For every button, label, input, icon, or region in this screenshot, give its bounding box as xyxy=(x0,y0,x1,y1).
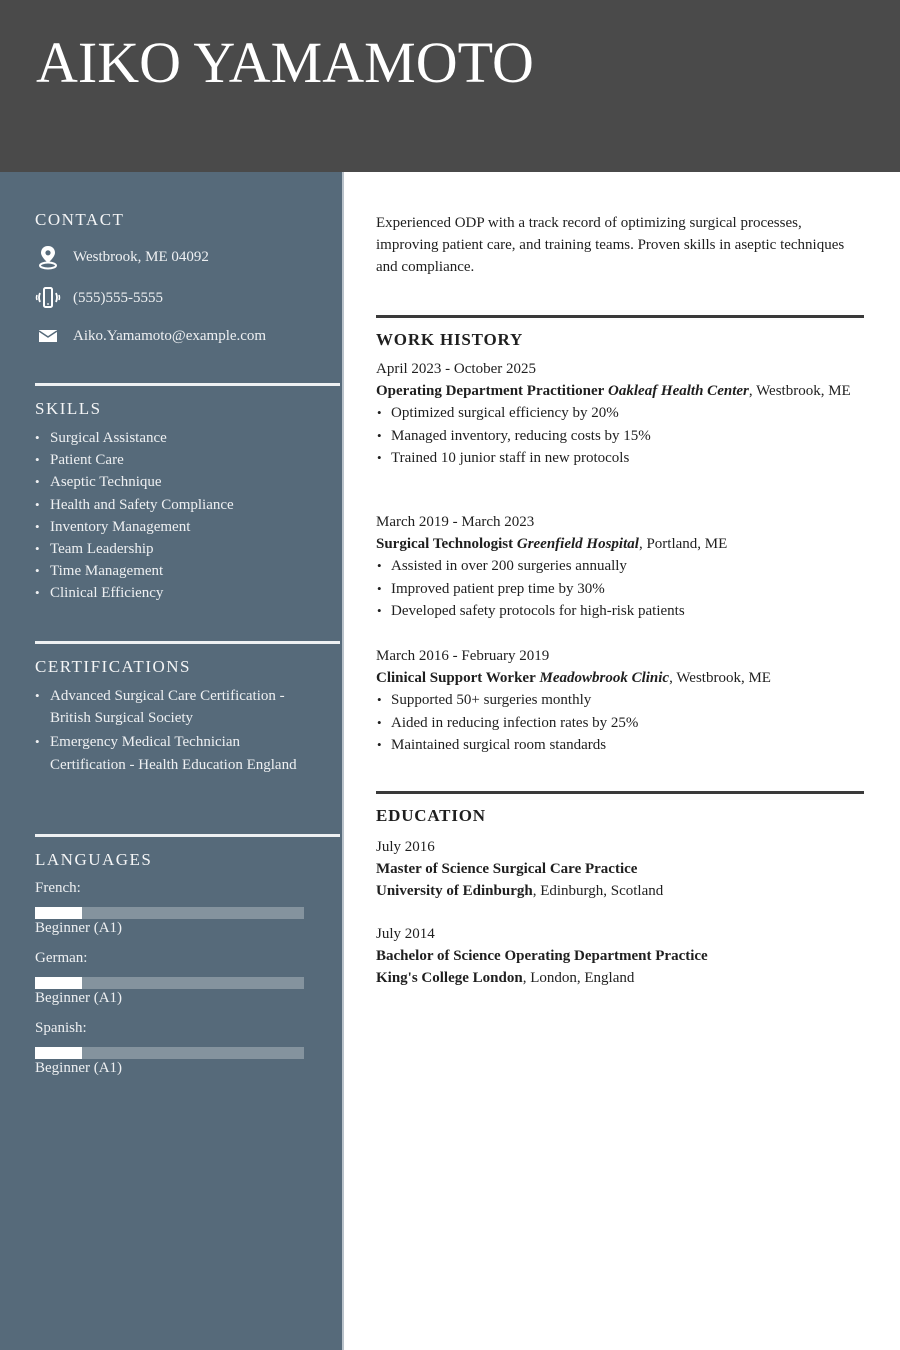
job-heading xyxy=(376,381,864,403)
language-level: Beginner (A1) xyxy=(35,1060,123,1076)
language-name: French: xyxy=(35,880,81,896)
language-proficiency-fill xyxy=(35,977,82,989)
job-location: , Westbrook, ME xyxy=(669,669,771,686)
contact-phone xyxy=(35,285,163,311)
job-title: Operating Department Practitioner xyxy=(376,382,605,399)
language-proficiency-bar xyxy=(35,907,304,919)
job-title: Clinical Support Worker xyxy=(376,669,536,686)
job-bullet: • Managed inventory, reducing costs by 15% xyxy=(376,425,864,448)
skills-section xyxy=(35,399,340,605)
job-dates: March 2019 - March 2023 xyxy=(376,514,535,530)
education-entry xyxy=(376,836,864,902)
skill-item: • Team Leadership xyxy=(35,538,340,560)
skill-item: • Health and Safety Compliance xyxy=(35,494,340,516)
language-level: Beginner (A1) xyxy=(35,920,123,936)
job-bullet: • Improved patient prep time by 30% xyxy=(376,578,864,601)
certification-item: • Emergency Medical Technician Certification - Health Education England xyxy=(35,731,310,775)
education-title: EDUCATION xyxy=(376,806,486,825)
education-date: July 2016 xyxy=(376,839,435,855)
language-name: German: xyxy=(35,950,88,966)
sidebar xyxy=(0,172,342,1350)
job-location: , Westbrook, ME xyxy=(748,382,851,399)
job-bullets xyxy=(376,689,864,757)
section-divider xyxy=(35,834,340,837)
section-divider xyxy=(35,641,340,644)
skill-item: • Surgical Assistance xyxy=(35,427,340,449)
location-pin-icon xyxy=(35,244,61,270)
languages-section xyxy=(35,850,340,1076)
job-location: , Portland, ME xyxy=(638,535,728,552)
job-entry xyxy=(376,512,864,623)
language-item-french xyxy=(35,880,304,937)
education-school: University of Edinburgh xyxy=(376,883,533,899)
skill-item: • Aseptic Technique xyxy=(35,471,340,493)
section-divider xyxy=(376,791,864,794)
contact-section xyxy=(35,210,340,350)
contact-address xyxy=(35,244,209,270)
job-company: Greenfield Hospital xyxy=(516,535,639,552)
job-bullet: • Optimized surgical efficiency by 20% xyxy=(376,402,864,425)
languages-title: LANGUAGES xyxy=(35,850,153,869)
language-item-german xyxy=(35,950,304,1007)
job-bullet: • Supported 50+ surgeries monthly xyxy=(376,689,864,712)
language-proficiency-fill xyxy=(35,907,82,919)
skill-item: • Patient Care xyxy=(35,449,340,471)
job-company: Meadowbrook Clinic xyxy=(539,669,670,686)
job-bullets xyxy=(376,555,864,623)
education-school-line xyxy=(376,880,864,902)
professional-summary: Experienced ODP with a track record of optimizing surgical processes, improving patient care, and training teams. Proven skills in aseptic techniques and compliance. xyxy=(376,215,845,275)
job-bullet: • Assisted in over 200 surgeries annually xyxy=(376,555,864,578)
skill-item: • Clinical Efficiency xyxy=(35,582,340,604)
language-proficiency-fill xyxy=(35,1047,82,1059)
phone-vibrate-icon xyxy=(35,285,61,311)
contact-email[interactable] xyxy=(35,323,266,349)
certification-item: • Advanced Surgical Care Certification - British Surgical Society xyxy=(35,685,310,729)
certifications-title: CERTIFICATIONS xyxy=(35,657,191,676)
job-dates: April 2023 - October 2025 xyxy=(376,361,536,377)
candidate-name: AIKO YAMAMOTO xyxy=(36,30,534,95)
contact-address-text: Westbrook, ME 04092 xyxy=(73,248,209,265)
education-degree: Bachelor of Science Operating Department Practice xyxy=(376,948,708,964)
resume-header xyxy=(0,0,900,172)
job-bullet: • Trained 10 junior staff in new protocols xyxy=(376,447,864,470)
job-dates: March 2016 - February 2019 xyxy=(376,648,550,664)
contact-phone-text: (555)555-5555 xyxy=(73,289,163,306)
language-item-spanish xyxy=(35,1020,304,1077)
education-entry xyxy=(376,923,864,989)
job-heading xyxy=(376,668,864,690)
education-location: , London, England xyxy=(522,970,635,986)
job-entry xyxy=(376,646,864,757)
job-bullet: • Maintained surgical room standards xyxy=(376,734,864,757)
language-level: Beginner (A1) xyxy=(35,990,123,1006)
education-date: July 2014 xyxy=(376,926,435,942)
certifications-list xyxy=(35,685,310,776)
certifications-section xyxy=(35,657,310,776)
job-bullets xyxy=(376,402,864,470)
job-heading xyxy=(376,534,864,556)
language-proficiency-bar xyxy=(35,977,304,989)
job-entry xyxy=(376,359,864,470)
envelope-icon xyxy=(35,323,61,349)
education-degree: Master of Science Surgical Care Practice xyxy=(376,861,638,877)
education-school-line xyxy=(376,967,864,989)
education-school: King's College London xyxy=(376,970,523,986)
section-divider xyxy=(35,383,340,386)
contact-title: CONTACT xyxy=(35,210,125,229)
section-divider xyxy=(376,315,864,318)
language-name: Spanish: xyxy=(35,1020,87,1036)
education-location: , Edinburgh, Scotland xyxy=(532,883,664,899)
job-title: Surgical Technologist xyxy=(376,535,514,552)
skill-item: • Inventory Management xyxy=(35,516,340,538)
work-history-title: WORK HISTORY xyxy=(376,330,524,349)
job-bullet: • Developed safety protocols for high-risk patients xyxy=(376,600,864,623)
skills-title: SKILLS xyxy=(35,399,102,418)
skill-item: • Time Management xyxy=(35,560,340,582)
contact-email-text[interactable]: Aiko.Yamamoto@example.com xyxy=(73,327,267,344)
job-bullet: • Aided in reducing infection rates by 25% xyxy=(376,712,864,735)
sidebar-edge xyxy=(342,172,344,1350)
job-company: Oakleaf Health Center xyxy=(608,382,749,399)
language-proficiency-bar xyxy=(35,1047,304,1059)
skills-list xyxy=(35,427,340,605)
